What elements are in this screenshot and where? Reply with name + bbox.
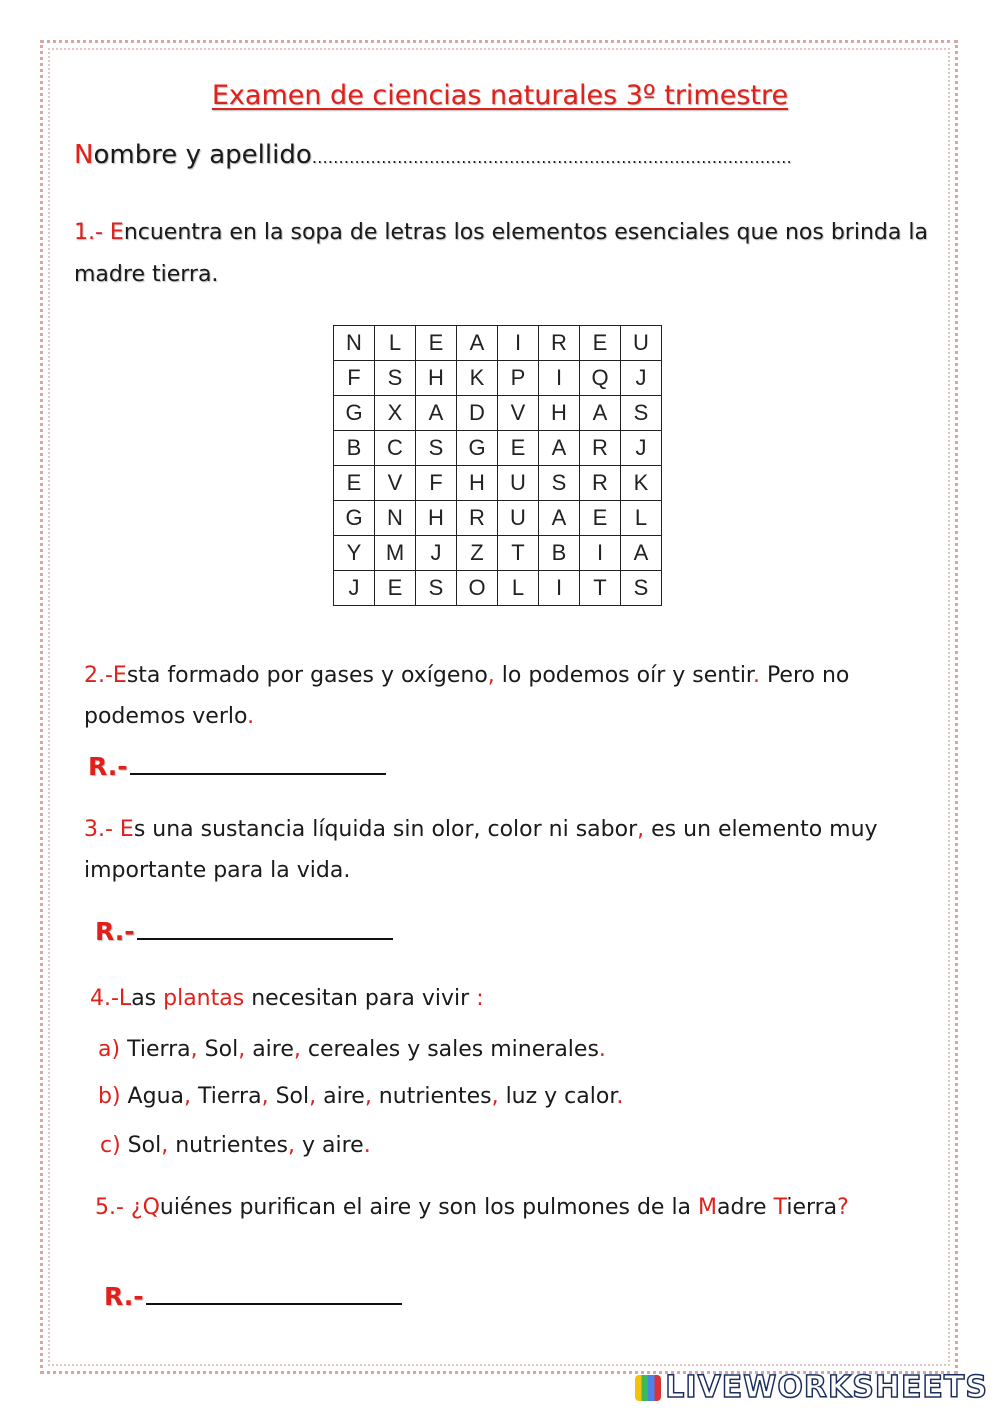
question-5-text: uiénes purifican el aire y son los pulmones de la xyxy=(159,1195,699,1220)
option-text: Tierra xyxy=(120,1037,191,1062)
grid-cell[interactable]: A xyxy=(580,396,621,431)
option-label: c) xyxy=(100,1133,121,1158)
grid-cell[interactable]: T xyxy=(580,571,621,606)
grid-cell[interactable]: I xyxy=(580,536,621,571)
grid-cell[interactable]: E xyxy=(334,466,375,501)
grid-cell[interactable]: M xyxy=(375,536,416,571)
question-2-number: 2.-E xyxy=(84,663,127,688)
liveworksheets-logo[interactable] xyxy=(635,1370,988,1405)
option-text: luz y calor xyxy=(498,1084,617,1109)
option-text: aire xyxy=(316,1084,365,1109)
question-3-text: es un elemento muy importante para la vida. xyxy=(84,817,878,883)
grid-cell[interactable]: Z xyxy=(457,536,498,571)
grid-cell[interactable]: N xyxy=(334,326,375,361)
grid-cell[interactable]: G xyxy=(334,501,375,536)
grid-cell[interactable]: B xyxy=(539,536,580,571)
question-4 xyxy=(90,978,930,1019)
option-text: Tierra xyxy=(191,1084,262,1109)
question-2-text: lo podemos oír y sentir xyxy=(494,663,753,688)
grid-row xyxy=(334,326,662,361)
question-5-number: 5.- ¿Q xyxy=(95,1195,160,1220)
question-3-text: s una sustancia líquida sin olor, color ni sabor xyxy=(133,817,638,842)
grid-cell[interactable]: K xyxy=(457,361,498,396)
grid-cell[interactable]: L xyxy=(375,326,416,361)
grid-cell[interactable]: I xyxy=(539,571,580,606)
grid-cell[interactable]: G xyxy=(457,431,498,466)
grid-cell[interactable]: N xyxy=(375,501,416,536)
question-5-text: adre xyxy=(717,1195,774,1220)
grid-cell[interactable]: J xyxy=(334,571,375,606)
exam-title: Examen de ciencias naturales 3º trimestre xyxy=(211,80,789,111)
punct: . xyxy=(752,663,760,688)
name-initial: N xyxy=(74,140,94,170)
grid-cell[interactable]: E xyxy=(375,571,416,606)
punct: . xyxy=(598,1037,606,1062)
liveworksheets-logo-icon xyxy=(635,1375,661,1401)
answer-label: R.- xyxy=(88,752,128,781)
punct: . xyxy=(363,1133,371,1158)
option-label: a) xyxy=(98,1037,121,1062)
punct: : xyxy=(476,986,484,1011)
answer-line[interactable] xyxy=(137,918,393,940)
punct: , xyxy=(238,1037,246,1062)
grid-cell[interactable]: B xyxy=(334,431,375,466)
grid-cell[interactable]: S xyxy=(621,396,662,431)
grid-cell[interactable]: S xyxy=(375,361,416,396)
punct: ? xyxy=(837,1195,849,1220)
question-4-text: necesitan para vivir xyxy=(244,986,477,1011)
grid-cell[interactable]: E xyxy=(416,326,457,361)
question-1 xyxy=(74,212,934,296)
grid-cell[interactable]: S xyxy=(621,571,662,606)
grid-cell[interactable]: D xyxy=(457,396,498,431)
grid-row xyxy=(334,571,662,606)
question-4-keyword: plantas xyxy=(163,986,245,1011)
grid-row xyxy=(334,466,662,501)
grid-cell[interactable]: C xyxy=(375,431,416,466)
grid-cell[interactable]: O xyxy=(457,571,498,606)
grid-cell[interactable]: L xyxy=(498,571,539,606)
punct: , xyxy=(309,1084,317,1109)
grid-cell[interactable]: F xyxy=(334,361,375,396)
option-text: Sol xyxy=(120,1133,162,1158)
grid-cell[interactable]: H xyxy=(457,466,498,501)
grid-cell[interactable]: V xyxy=(375,466,416,501)
grid-cell[interactable]: K xyxy=(621,466,662,501)
grid-cell[interactable]: U xyxy=(498,501,539,536)
question-3 xyxy=(84,809,924,891)
question-4-text: as xyxy=(131,986,164,1011)
option-text: nutrientes xyxy=(371,1084,492,1109)
word-search-grid[interactable] xyxy=(333,325,662,606)
grid-cell[interactable]: S xyxy=(416,571,457,606)
name-dots[interactable]: ……………………………………………………………………………… xyxy=(311,148,792,167)
grid-cell[interactable]: T xyxy=(498,536,539,571)
option-text: nutrientes xyxy=(168,1133,288,1158)
grid-cell[interactable]: H xyxy=(539,396,580,431)
option-text: y aire xyxy=(294,1133,364,1158)
question-2-text: Pero no podemos verlo xyxy=(84,663,850,729)
punct: , xyxy=(293,1037,301,1062)
grid-cell[interactable]: J xyxy=(621,361,662,396)
punct: . xyxy=(616,1084,624,1109)
liveworksheets-logo-text: LIVEWORKSHEETS xyxy=(665,1370,988,1405)
answer-line[interactable] xyxy=(146,1283,402,1305)
grid-cell[interactable]: X xyxy=(375,396,416,431)
grid-cell[interactable]: R xyxy=(580,431,621,466)
grid-cell[interactable]: S xyxy=(416,431,457,466)
grid-cell[interactable]: A xyxy=(621,536,662,571)
option-label: b) xyxy=(98,1084,121,1109)
grid-cell[interactable]: E xyxy=(580,501,621,536)
question-2 xyxy=(84,655,924,737)
punct: , xyxy=(364,1084,372,1109)
grid-cell[interactable]: L xyxy=(621,501,662,536)
grid-cell[interactable]: A xyxy=(539,501,580,536)
grid-cell[interactable]: A xyxy=(457,326,498,361)
grid-cell[interactable]: A xyxy=(416,396,457,431)
grid-cell[interactable]: U xyxy=(621,326,662,361)
grid-cell[interactable]: Y xyxy=(334,536,375,571)
question-1-text: ncuentra en la sopa de letras los elementos esenciales que nos brinda la madre tierra. xyxy=(74,220,928,287)
question-5-highlight: M xyxy=(698,1195,718,1220)
option-a[interactable] xyxy=(98,1037,606,1062)
grid-cell[interactable]: R xyxy=(457,501,498,536)
answer-3[interactable] xyxy=(95,917,393,946)
question-5-text: ierra xyxy=(786,1195,838,1220)
question-3-number: 3.- E xyxy=(84,817,134,842)
grid-cell[interactable]: G xyxy=(334,396,375,431)
grid-row xyxy=(334,396,662,431)
grid-cell[interactable]: F xyxy=(416,466,457,501)
answer-label: R.- xyxy=(95,917,135,946)
punct: , xyxy=(261,1084,269,1109)
punct: , xyxy=(637,817,645,842)
grid-cell[interactable]: R xyxy=(580,466,621,501)
question-2-text: sta formado por gases y oxígeno xyxy=(126,663,488,688)
punct: , xyxy=(161,1133,169,1158)
option-b[interactable] xyxy=(98,1084,623,1109)
answer-5[interactable] xyxy=(104,1282,402,1311)
punct: , xyxy=(184,1084,191,1109)
grid-cell[interactable]: A xyxy=(539,431,580,466)
answer-label: R.- xyxy=(104,1282,144,1311)
punct: . xyxy=(247,704,255,729)
punct: , xyxy=(287,1133,295,1158)
grid-cell[interactable]: H xyxy=(416,361,457,396)
question-4-number: 4.-L xyxy=(90,986,132,1011)
option-text: aire xyxy=(245,1037,294,1062)
option-c[interactable] xyxy=(100,1133,371,1158)
grid-cell[interactable]: Q xyxy=(580,361,621,396)
grid-row xyxy=(334,431,662,466)
name-line xyxy=(74,140,792,170)
punct: , xyxy=(487,663,495,688)
option-text: cereales y sales minerales xyxy=(300,1037,599,1062)
grid-cell[interactable]: I xyxy=(498,326,539,361)
grid-cell[interactable]: I xyxy=(539,361,580,396)
grid-cell[interactable]: S xyxy=(539,466,580,501)
name-label: ombre y apellido xyxy=(93,140,312,170)
grid-cell[interactable]: P xyxy=(498,361,539,396)
grid-cell[interactable]: J xyxy=(621,431,662,466)
option-text: Sol xyxy=(268,1084,310,1109)
question-1-number: 1.- E xyxy=(74,220,124,245)
grid-cell[interactable]: H xyxy=(416,501,457,536)
option-text: Sol xyxy=(197,1037,239,1062)
answer-2[interactable] xyxy=(88,752,386,781)
grid-cell[interactable]: E xyxy=(498,431,539,466)
grid-cell[interactable]: R xyxy=(539,326,580,361)
grid-cell[interactable]: V xyxy=(498,396,539,431)
question-5-highlight: T xyxy=(773,1195,787,1220)
grid-cell[interactable]: E xyxy=(580,326,621,361)
punct: , xyxy=(190,1037,198,1062)
punct: , xyxy=(491,1084,499,1109)
grid-row xyxy=(334,501,662,536)
grid-cell[interactable]: J xyxy=(416,536,457,571)
grid-cell[interactable]: U xyxy=(498,466,539,501)
grid-row xyxy=(334,536,662,571)
question-5 xyxy=(95,1187,935,1228)
grid-row xyxy=(334,361,662,396)
answer-line[interactable] xyxy=(130,753,386,775)
option-text: Agua xyxy=(120,1084,184,1109)
